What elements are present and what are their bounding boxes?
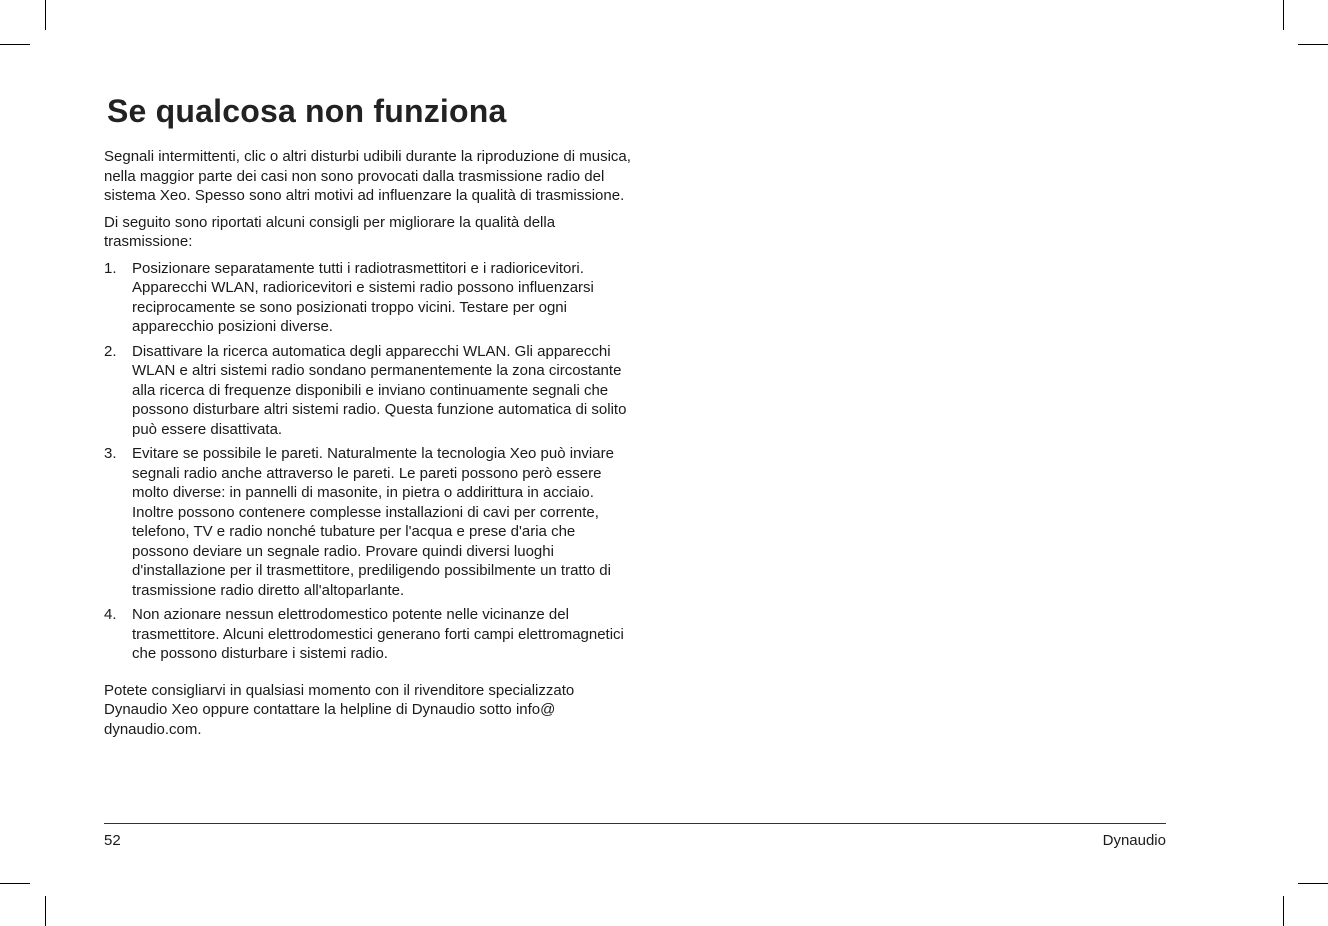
page-title: Se qualcosa non funziona bbox=[107, 93, 507, 129]
lead-paragraph: Di seguito sono riportati alcuni consigli per migliorare la qualità della trasmissione: bbox=[104, 213, 556, 250]
tips-list bbox=[104, 259, 634, 664]
footer-divider bbox=[104, 823, 1166, 824]
crop-mark bbox=[1283, 0, 1284, 30]
crop-mark bbox=[0, 883, 30, 884]
list-item bbox=[104, 605, 634, 664]
list-item-number: 1. bbox=[104, 259, 117, 277]
list-item bbox=[104, 444, 634, 600]
crop-mark bbox=[45, 0, 46, 30]
crop-mark bbox=[1298, 44, 1328, 45]
list-item-text: Evitare se possibile le pareti. Naturalmente la tecnologia Xeo può inviare segnali radio anche attraverso le pareti. Le pareti possono però essere molto diverse: in pannelli di masonite, in pietra o addirittura in acciaio. Inoltre possono contenere complesse installazioni di cavi per corrente, telefono, TV e radio nonché tubature per l'acqua e prese d'aria che possono deviare un segnale radio. Provare quindi diversi luoghi d'installazione per il trasmettitore, prediligendo possibilmente un tratto di trasmissione radio diretto all'altoparlante. bbox=[132, 445, 614, 599]
list-item bbox=[104, 259, 634, 337]
crop-mark bbox=[0, 44, 30, 45]
body-text bbox=[104, 147, 634, 746]
intro-paragraph: Segnali intermittenti, clic o altri disturbi udibili durante la riproduzione di musica, nella maggior parte dei casi non sono provocati dalla trasmissione radio del sistema Xeo. Spesso sono altri motivi ad influenzare la qualità di trasmissione. bbox=[104, 148, 631, 204]
list-item-text: Disattivare la ricerca automatica degli apparecchi WLAN. Gli apparecchi WLAN e altri sistemi radio sondano permanentemente la zona circostante alla ricerca di frequenze disponibili e inviano continuamente segnali che possono disturbare altri sistemi radio. Questa funzione automatica di solito può essere disattivata. bbox=[132, 342, 627, 438]
list-item-number: 3. bbox=[104, 445, 117, 462]
crop-mark bbox=[45, 896, 46, 926]
list-item-number: 2. bbox=[104, 342, 117, 360]
list-item-text: Posizionare separatamente tutti i radiotrasmettitori e i radioricevitori. Apparecchi WLAN, radioricevitori e sistemi radio possono influenzarsi reciprocamente se sono posizionati troppo vicini. Testare per ogni apparecchio posizioni diverse. bbox=[132, 259, 594, 335]
page-number: 52 bbox=[104, 832, 121, 849]
crop-mark bbox=[1298, 883, 1328, 884]
footer-brand: Dynaudio bbox=[1102, 832, 1166, 849]
list-item bbox=[104, 342, 634, 440]
closing-paragraph: Potete consigliarvi in qualsiasi momento con il rivenditore specializzato Dynaudio Xeo oppure contattare la helpline di Dynaudio sotto info@ dynaudio.com. bbox=[104, 681, 575, 738]
list-item-number: 4. bbox=[104, 606, 117, 623]
list-item-text: Non azionare nessun elettrodomestico potente nelle vicinanze del trasmettitore. Alcuni elettrodomestici generano forti campi elettromagnetici che possono disturbare i sistemi radio. bbox=[132, 606, 624, 662]
crop-mark bbox=[1283, 896, 1284, 926]
